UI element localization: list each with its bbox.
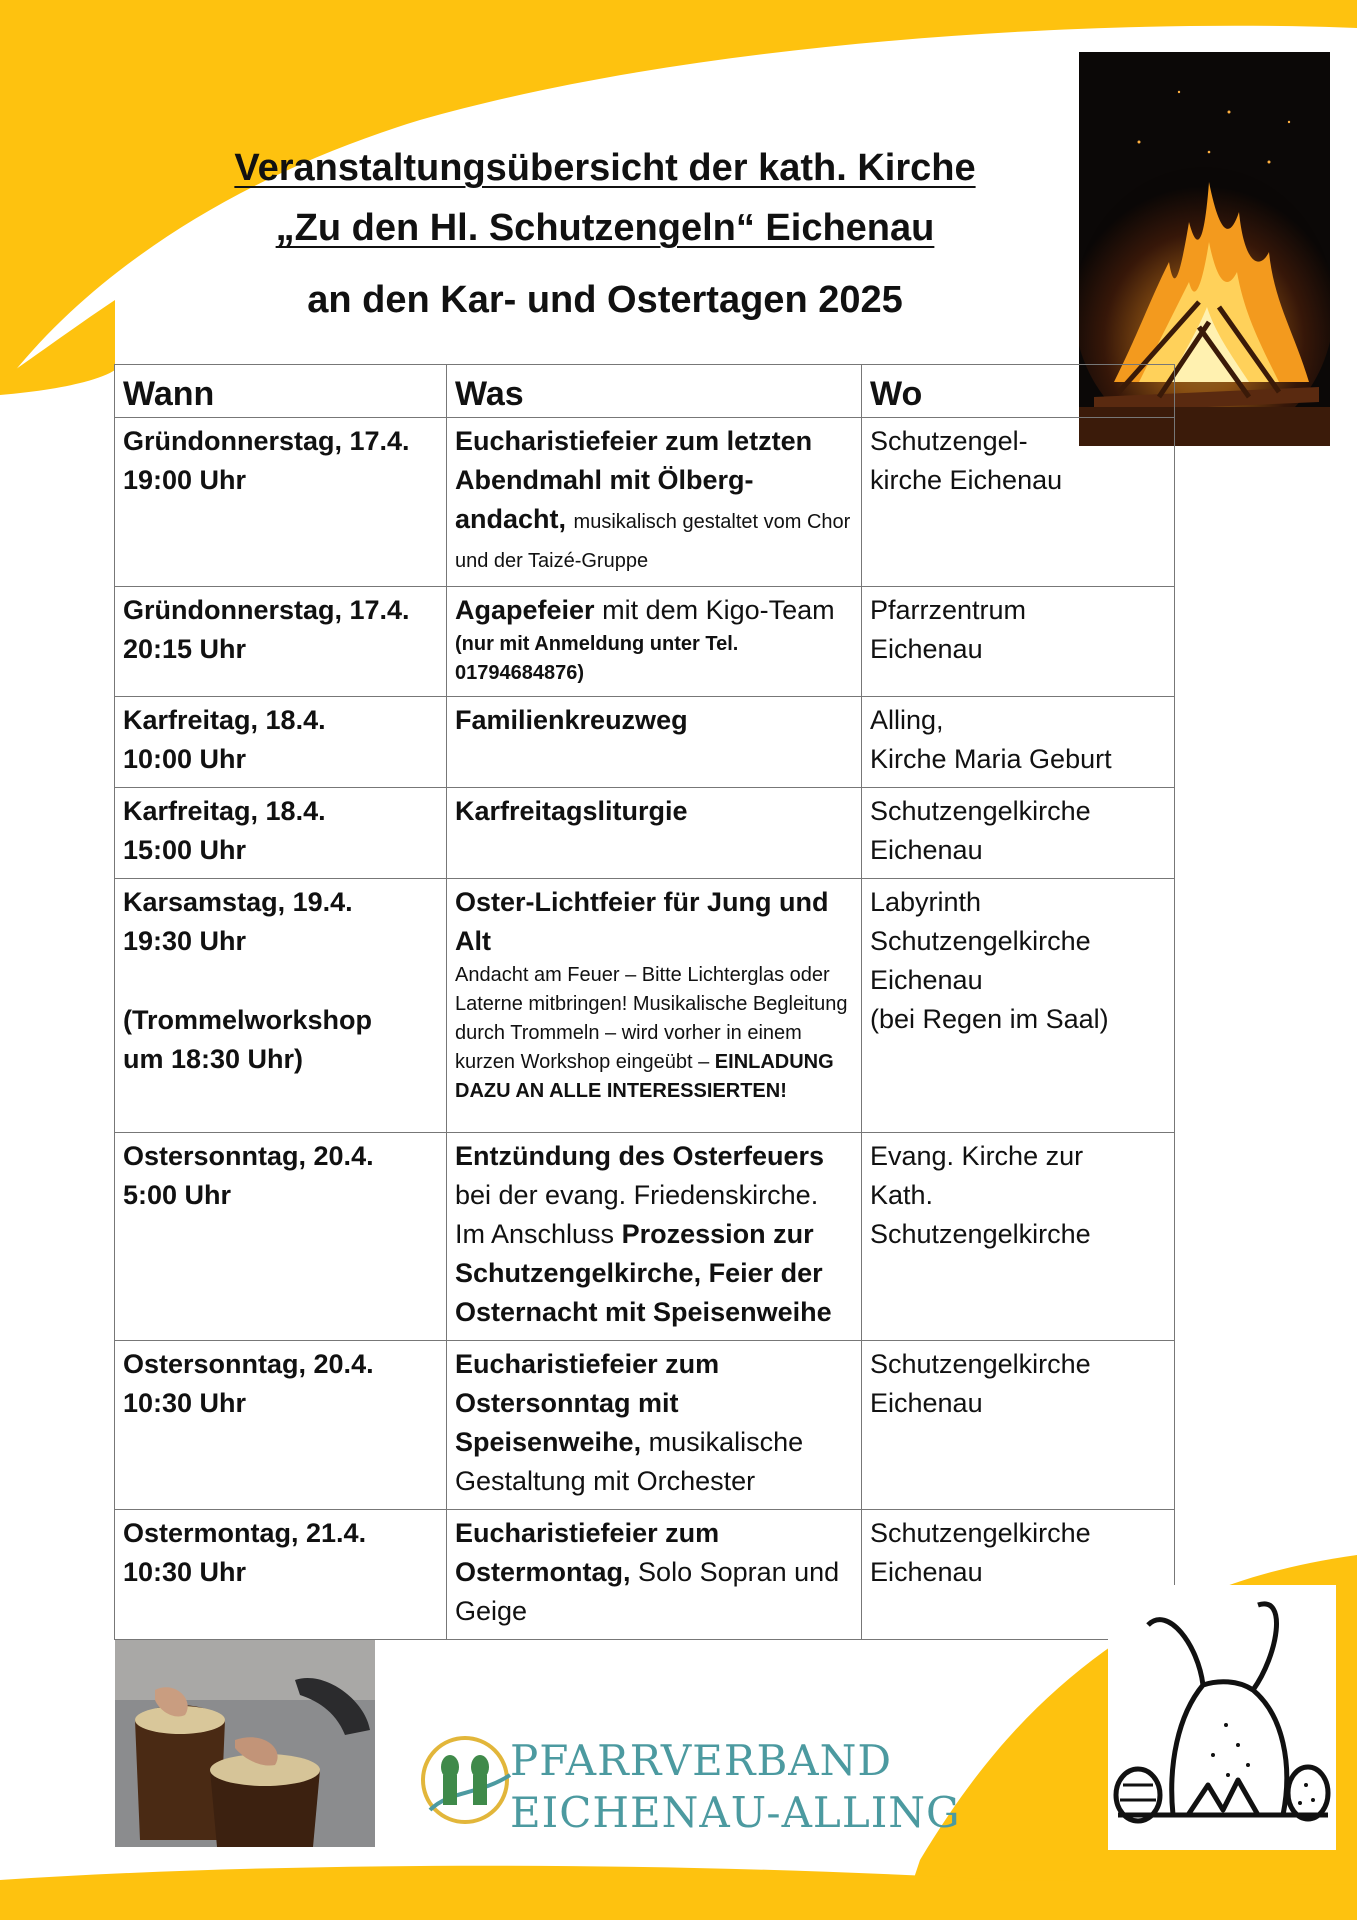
col-header-when: Wann: [115, 365, 447, 418]
rain-note: (bei Regen im Saal): [870, 1004, 1109, 1034]
workshop-note: (Trommelworkshop: [123, 1005, 373, 1035]
event-title: Karfreitagsliturgie: [455, 796, 688, 826]
event-title-2: Prozession zur Schutzengelkirche, Feier der Osternacht mit Speisenweihe: [455, 1219, 832, 1327]
row-where: [862, 1133, 1175, 1341]
location-text: Eichenau: [870, 1557, 983, 1587]
date-text: Karsamstag, 19.4.: [123, 887, 353, 917]
logo-line-2: EICHENAU-ALLING: [510, 1788, 961, 1837]
row-where: [862, 879, 1175, 1133]
table-header-row: [115, 365, 1175, 418]
row-where: [862, 1341, 1175, 1510]
row-when: [115, 1133, 447, 1341]
location-text: Schutzengelkirche: [870, 1518, 1091, 1548]
spacer: [123, 961, 438, 1001]
logo-line-1: PFARRVERBAND: [510, 1736, 893, 1785]
parish-logo-text: [510, 1735, 961, 1839]
col-header-where: Wo: [862, 365, 1175, 418]
location-text: Pfarrzentrum: [870, 595, 1027, 625]
event-title: Eucharistiefeier zum letzten Abendmahl mit Ölberg-andacht,: [455, 426, 813, 534]
date-text: Ostersonntag, 20.4.: [123, 1141, 374, 1171]
event-subtitle: mit dem Kigo-Team: [602, 595, 835, 625]
location-text: Alling,: [870, 705, 944, 735]
row-when: [115, 879, 447, 1133]
row-when: [115, 418, 447, 587]
event-title: Agapefeier: [455, 595, 595, 625]
location-text: Labyrinth: [870, 887, 982, 917]
invitation-text: EINLADUNG DAZU AN ALLE INTERESSIERTEN!: [455, 1051, 834, 1102]
row-where: [862, 788, 1175, 879]
location-text: Eichenau: [870, 835, 983, 865]
time-text: 20:15 Uhr: [123, 634, 247, 664]
location-text: Schutzengel-: [870, 426, 1028, 456]
location-text: Schutzengelkirche: [870, 796, 1091, 826]
page-title-line-1: Veranstaltungsübersicht der kath. Kirche: [234, 147, 976, 189]
location-text: Evang. Kirche zur: [870, 1141, 1084, 1171]
location-text: Kath.: [870, 1180, 934, 1210]
table-row: [115, 587, 1175, 697]
time-text: 10:30 Uhr: [123, 1388, 247, 1418]
date-text: Karfreitag, 18.4.: [123, 796, 326, 826]
row-when: [115, 587, 447, 697]
row-what: [447, 879, 862, 1133]
row-when: [115, 697, 447, 788]
row-what: [447, 1510, 862, 1640]
table-row: [115, 697, 1175, 788]
table-row: [115, 1133, 1175, 1341]
easter-bunny-drawing: [1108, 1585, 1336, 1850]
row-what: [447, 697, 862, 788]
event-title: Familienkreuzweg: [455, 705, 688, 735]
time-text: 19:30 Uhr: [123, 926, 247, 956]
registration-note: (nur mit Anmeldung unter Tel. 01794684876): [455, 633, 739, 684]
event-details-text: Andacht am Feuer – Bitte Lichterglas oder Laterne mitbringen! Musikalische Begleitung durch Trommeln – wird vorher in einem kurzen Workshop eingeübt –: [455, 964, 848, 1073]
time-text: 10:00 Uhr: [123, 744, 247, 774]
table-row: [115, 418, 1175, 587]
page-title-line-2: „Zu den Hl. Schutzengeln“ Eichenau: [275, 207, 935, 249]
location-text: Schutzengelkirche: [870, 926, 1091, 956]
event-details: bei der evang. Friedenskirche. Im Anschluss: [455, 1180, 819, 1249]
time-text: 10:30 Uhr: [123, 1557, 247, 1587]
time-text: 19:00 Uhr: [123, 465, 247, 495]
events-table: [114, 364, 1175, 1640]
event-title: Eucharistiefeier zum Ostersonntag mit Speisenweihe,: [455, 1349, 720, 1457]
date-text: Ostermontag, 21.4.: [123, 1518, 367, 1548]
location-text: Schutzengelkirche: [870, 1219, 1091, 1249]
location-text: Kirche Maria Geburt: [870, 744, 1112, 774]
date-text: Gründonnerstag, 17.4.: [123, 426, 410, 456]
row-when: [115, 1510, 447, 1640]
time-text: 15:00 Uhr: [123, 835, 247, 865]
row-what: [447, 587, 862, 697]
row-where: [862, 697, 1175, 788]
location-text: kirche Eichenau: [870, 465, 1063, 495]
row-what: [447, 1341, 862, 1510]
event-title: Eucharistiefeier zum Ostermontag,: [455, 1518, 720, 1587]
location-text: Eichenau: [870, 634, 983, 664]
table-row: [115, 788, 1175, 879]
event-details: musikalische Gestaltung mit Orchester: [455, 1427, 804, 1496]
location-text: Eichenau: [870, 965, 983, 995]
event-details: Solo Sopran und Geige: [455, 1557, 840, 1626]
table-row: [115, 879, 1175, 1133]
event-title: Entzündung des Osterfeuers: [455, 1141, 825, 1171]
location-text: Schutzengelkirche: [870, 1349, 1091, 1379]
event-details: musikalisch gestaltet vom Chor und der Taizé-Gruppe: [455, 511, 851, 572]
col-header-what: Was: [447, 365, 862, 418]
row-when: [115, 1341, 447, 1510]
drums-photo: [115, 1640, 375, 1847]
row-where: [862, 418, 1175, 587]
event-details: [455, 961, 853, 1106]
title-block: [115, 138, 1095, 330]
row-what: [447, 1133, 862, 1341]
date-text: Karfreitag, 18.4.: [123, 705, 326, 735]
workshop-time: um 18:30 Uhr): [123, 1044, 304, 1074]
page-subtitle: an den Kar- und Ostertagen 2025: [307, 279, 903, 321]
date-text: Gründonnerstag, 17.4.: [123, 595, 410, 625]
location-text: Eichenau: [870, 1388, 983, 1418]
table-row: [115, 1341, 1175, 1510]
row-where: [862, 587, 1175, 697]
row-when: [115, 788, 447, 879]
row-what: [447, 418, 862, 587]
time-text: 5:00 Uhr: [123, 1180, 232, 1210]
row-what: [447, 788, 862, 879]
date-text: Ostersonntag, 20.4.: [123, 1349, 374, 1379]
table-row: [115, 1510, 1175, 1640]
event-title: Oster-Lichtfeier für Jung und Alt: [455, 887, 829, 956]
